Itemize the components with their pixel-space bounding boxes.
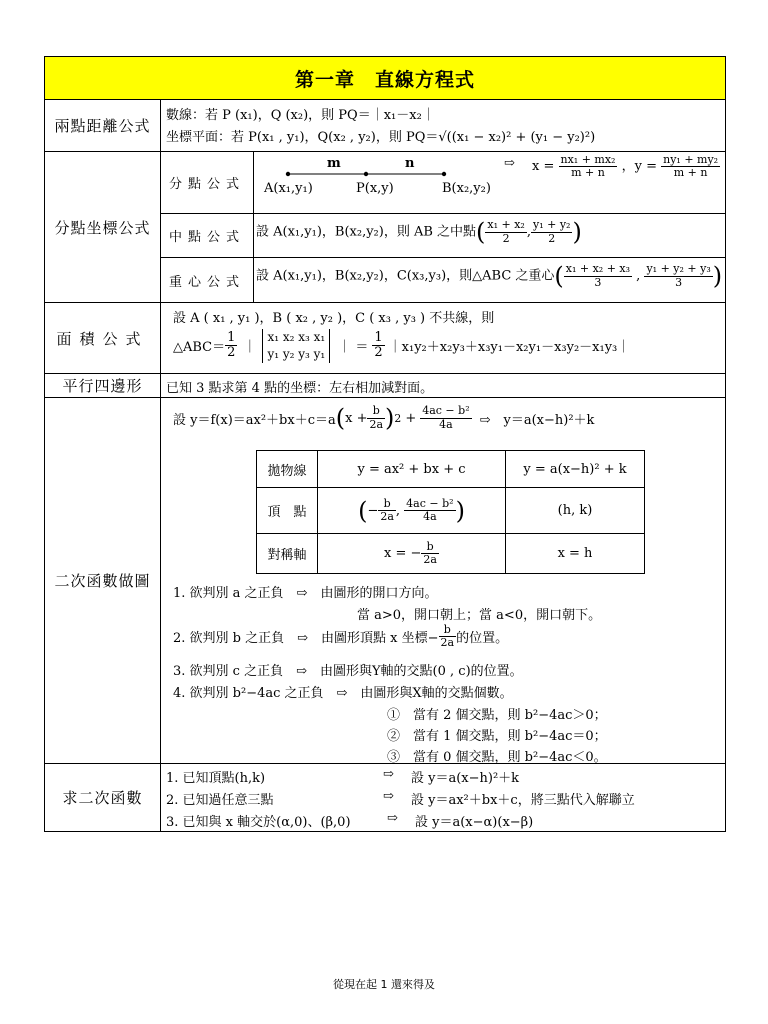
distance-label: 兩點距離公式 [45, 100, 161, 151]
section-row [45, 152, 725, 303]
centroid-label: 重心公式 [161, 258, 254, 302]
quadratic-label: 二次函數做圖 [45, 398, 161, 763]
table-vertex-label: 頂 點 [257, 488, 318, 534]
area-rhs: ｜x₁y₂＋x₂y₃＋x₃y₁－x₂y₁－x₃y₂－x₁y₃｜ [388, 340, 631, 356]
centroid-y-fraction: $\frac{\text{y₁ + y₂ + y₃}}{3}$ [646, 262, 711, 289]
parallelogram-row [45, 374, 725, 398]
chapter-title: 第一章 直線方程式 [45, 57, 725, 100]
find-result-2: 設 y＝ax²＋bx＋c，將三點代入解聯立 [411, 793, 635, 808]
divide-formula: x = $\frac{\text{nx₁ + mx₂}}{m + n}$ ，y = $\frac{\text{ny₁ + my₂}}{m + n}$ [532, 153, 719, 180]
rule-4-case-2: ② 當有 1 個交點，則 b²−4ac＝0； [387, 729, 607, 744]
section-label: 分點坐標公式 [45, 152, 161, 302]
point-p-label: P(x,y) [356, 181, 394, 196]
midpoint-x-fraction: $\frac{\text{x₁ + x₂}}{2}$ [487, 218, 525, 245]
table-header-standard: y = ax² + bx + c [318, 451, 506, 488]
parallelogram-label: 平行四邊形 [45, 374, 161, 397]
distance-formula: √((x₁ − x₂)² + (y₁ − y₂)²) [438, 130, 596, 145]
find-quadratic-label: 求二次函數 [45, 764, 161, 831]
rule-4-case-1: ① 當有 2 個交點，則 b²−4ac＞0； [387, 708, 607, 723]
find-cond-2: 2. 已知過任意三點 [166, 793, 274, 808]
divide-label: 分點公式 [161, 152, 254, 213]
distance-row [45, 100, 725, 152]
rule-1-detail: 當 a>0，開口朝上；當 a<0，開口朝下。 [357, 608, 602, 623]
find-cond-3: 3. 已知與 x 軸交於(α,0)、(β,0) [166, 815, 351, 830]
rule-1: 1. 欲判別 a 之正負 ⇨ 由圖形的開口方向。 [173, 586, 438, 601]
divide-arrow: ⇨ [504, 156, 515, 171]
table-header-parabola: 拋物線 [257, 451, 318, 488]
parallelogram-text: 已知 3 點求第 4 點的坐標：左右相加減對面。 [166, 381, 434, 396]
table-vertex-standard: (− $\frac{b}{2a}$ , $\frac{\text{4ac − b²}}{4a}$ ) [318, 488, 506, 534]
centroid-subrow: 重心公式 設 A(x₁,y₁)，B(x₂,y₂)，C(x₃,y₃)，則△ABC 之重心( $\frac{\text{x₁ + x₂ + x₃}}{3}$ , $\frac{\text{y₁ + y₂ + y₃}}{3}$ ) [161, 258, 725, 302]
area-determinant: x₁ x₂ x₃ x₁ y₁ y₂ y₃ y₁ [262, 329, 330, 363]
area-half-2: $\frac{1}{2}$ [374, 330, 383, 361]
table-vertex-hk: (h, k) [506, 488, 645, 534]
divide-x-fraction: $\frac{\text{nx₁ + mx₂}}{m + n}$ [560, 153, 616, 180]
rule-2: 2. 欲判別 b 之正負 ⇨ 由圖形頂點 x 坐標− $\frac{b}{2a}$ 的位置。 [173, 623, 509, 650]
find-result-3: 設 y＝a(x−α)(x−β) [415, 815, 534, 830]
table-axis-standard: x = − $\frac{b}{2a}$ [318, 534, 506, 574]
parabola-table [256, 450, 645, 574]
area-label: 面積公式 [45, 303, 161, 373]
midpoint-label: 中點公式 [161, 214, 254, 257]
page-footer: 從現在起 1 還來得及 [333, 978, 435, 991]
centroid-x-fraction: $\frac{\text{x₁ + x₂ + x₃}}{3}$ [565, 262, 631, 289]
table-axis-label: 對稱軸 [257, 534, 318, 574]
area-formula: △ABC＝ $\frac{1}{2}$ ｜ x₁ x₂ x₃ x₁ y₁ y₂ y₃ y₁ ｜ ＝ $\frac{1}{2}$ ｜x₁y₂＋x₂y₃＋x₃y₁－x₂y₁－x₃y₂－x₁y₃｜ [173, 330, 631, 361]
formula-sheet [44, 56, 726, 832]
point-a-label: A(x₁,y₁) [264, 181, 313, 196]
find-quadratic-row [45, 764, 725, 832]
area-line-1: 設 A ( x₁ , y₁ )，B ( x₂ , y₂ )，C ( x₃ , y₃ ) 不共線，則 [173, 311, 495, 326]
point-b-dot [442, 172, 446, 176]
b-over-2a: $\frac{b}{2a}$ [369, 404, 384, 431]
find-arrow-2: ⇨ [383, 789, 394, 804]
centroid-text: 設 A(x₁,y₁)，B(x₂,y₂)，C(x₃,y₃)，則△ABC 之重心 [256, 268, 555, 284]
find-arrow-1: ⇨ [383, 767, 394, 782]
area-half: $\frac{1}{2}$ [227, 330, 236, 361]
point-b-label: B(x₂,y₂) [442, 181, 491, 196]
vertex-form-formula: 設 y＝f(x)＝ax²＋bx＋c＝a ( x + $\frac{b}{2a}$ ) 2 + $\frac{\text{4ac − b²}}{4a}$ ⇨ y＝a(x−h)²＋k [173, 404, 595, 432]
find-cond-1: 1. 已知頂點(h,k) [166, 771, 266, 786]
point-p-dot [364, 172, 368, 176]
ratio-m: m [327, 156, 341, 171]
midpoint-y-fraction: $\frac{\text{y₁ + y₂}}{2}$ [532, 218, 571, 245]
distance-line-2: 坐標平面：若 P(x₁ , y₁)，Q(x₂ , y₂)，則 PQ＝√((x₁ − x₂)² + (y₁ − y₂)²) [166, 130, 596, 145]
point-a-dot [286, 172, 290, 176]
rule-4-case-3: ③ 當有 0 個交點，則 b²−4ac＜0。 [387, 750, 607, 765]
area-row [45, 303, 725, 374]
distance-line-1: 數線：若 P (x₁)，Q (x₂)，則 PQ＝｜x₁－x₂｜ [166, 108, 435, 123]
midpoint-subrow: 中點公式 設 A(x₁,y₁)，B(x₂,y₂)，則 AB 之中點( $\frac{\text{x₁ + x₂}}{2}$ , $\frac{\text{y₁ + y₂}}{2}$ ) [161, 214, 725, 258]
vertex-k-fraction: $\frac{\text{4ac − b²}}{4a}$ [422, 404, 470, 431]
table-header-vertex: y = a(x−h)² + k [506, 451, 645, 488]
find-arrow-3: ⇨ [387, 811, 398, 826]
divide-y-fraction: $\frac{\text{ny₁ + my₂}}{m + n}$ [663, 153, 719, 180]
table-axis-h: x = h [506, 534, 645, 574]
quadratic-row [45, 398, 725, 764]
midpoint-text: 設 A(x₁,y₁)，B(x₂,y₂)，則 AB 之中點 [256, 224, 477, 240]
divide-subrow [161, 152, 725, 214]
rule-3: 3. 欲判別 c 之正負 ⇨ 由圖形與Y軸的交點(0 , c)的位置。 [173, 664, 523, 679]
rule-4: 4. 欲判別 b²−4ac 之正負 ⇨ 由圖形與X軸的交點個數。 [173, 686, 513, 701]
find-result-1: 設 y＝a(x−h)²＋k [411, 771, 520, 786]
ratio-n: n [405, 156, 415, 171]
